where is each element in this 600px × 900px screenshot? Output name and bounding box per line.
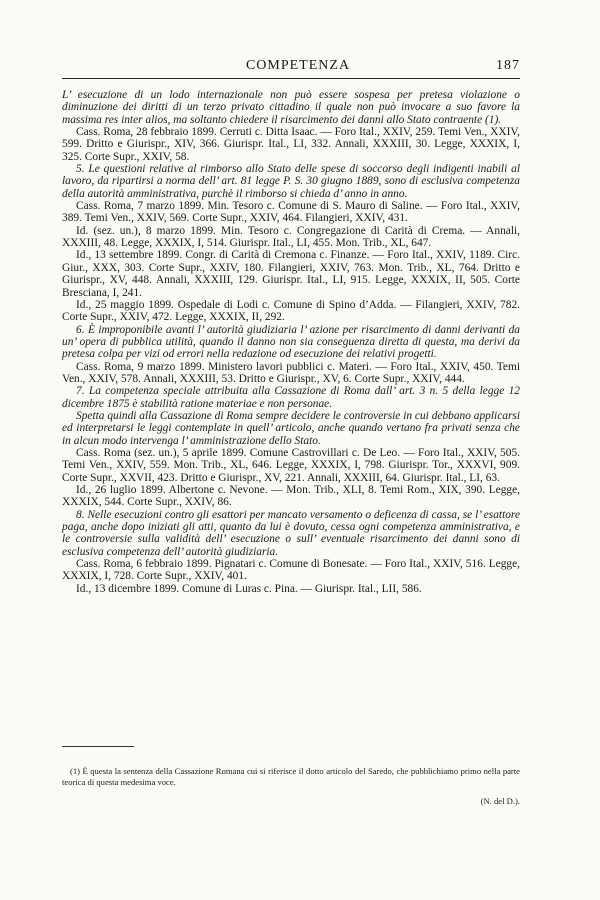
page-number: 187 [496,58,520,73]
paragraph-7: 7. La competenza speciale attribuita alla Cassazione di Roma dall’ art. 3 n. 5 della legge 12 dicembre 1875 è stabilità ratione materiae e non personae. [62,385,520,410]
paragraph-8: 8. Nelle esecuzioni contro gli esattori per mancato versamento o deficenza di cassa, se l’ esattore paga, anche dopo iniziati gli atti, quanto da lui è dovuto, cessa ogni competenza amministrativa, e le controversie sulla validità dell’ esecuzione o sull’ eventuale risarcimento dei danni sono di esclusiva competenza dell’ autorità giudiziaria. [62,508,520,558]
citation-9: Cass. Roma, 6 febbraio 1899. Pignatari c. Comune di Bonesate. — Foro Ital., XXIV, 516. Legge, XXXIX, I, 728. Corte Supr., XXIV, 401. [62,558,520,583]
citation-4: Id., 13 settembre 1899. Congr. di Carità di Cremona c. Finanze. — Foro Ital., XXIV, 1189. Circ. Giur., XXX, 303. Corte Supr., XXIV, 180. Filangieri, XXIV, 763. Mon. Trib., XL, 764. Dritto e Giurispr., XV, 448. Annali, XXXIII, 129. Giurispr. Ital., LI, 915. Legge, XXXIX, II, 505. Corte Bresciana, I, 241. [62,249,520,299]
paragraph-5: 5. Le questioni relative al rimborso allo Stato delle spese di soccorso degli indigenti inabili al lavoro, da ripartirsi a norma dell’ art. 81 legge P. S. 30 giugno 1889, sono di esclusiva competenza della autorità amministrativa, purchè il rimborso si chieda d’ anno in anno. [62,163,520,200]
citation-2: Cass. Roma, 7 marzo 1899. Min. Tesoro c. Comune di S. Mauro di Saline. — Foro Ital., XXIV, 389. Temi Ven., XXIV, 569. Corte Supr., XXIV, 464. Filangieri, XXIV, 431. [62,200,520,225]
paragraph-7-cont: Spetta quindi alla Cassazione di Roma sempre decidere le controversie in cui debbano applicarsi ed interpretarsi le leggi contemplate in quell’ articolo, anche quando vertano fra privati senza che in alcun modo intervenga l’ amministrazione dello Stato. [62,409,520,447]
footnote-text: (1) È questa la sentenza della Cassazione Romana cui si riferisce il dotto articolo del Saredo, che pubblichiamo primo nella parte teorica di questa medesima voce. [62,766,520,787]
footnote-rule [62,746,134,747]
footnote [62,766,520,788]
citation-8: Id., 26 luglio 1899. Albertone c. Nevone. — Mon. Trib., XLI, 8. Temi Rom., XIX, 390. Legge, XXXIX, 544. Corte Supr., XXIV, 86. [62,484,520,509]
citation-3: Id. (sez. un.), 8 marzo 1899. Min. Tesoro c. Congregazione di Carità di Crema. — Annali, XXXIII, 48. Legge, XXXIX, I, 514. Giurispr. Ital., LI, 455. Mon. Trib., XL, 647. [62,224,520,250]
citation-5: Id., 25 maggio 1899. Ospedale di Lodi c. Comune di Spino d’Adda. — Filangieri, XXIV, 782. Corte Supr., XXIV, 472. Legge, XXXIX, II, 292. [62,298,520,324]
header-title: COMPETENZA [245,58,351,73]
citation-10: Id., 13 dicembre 1899. Comune di Luras c. Pina. — Giurispr. Ital., LII, 586. [76,582,422,595]
paragraph-1: L’ esecuzione di un lodo internazionale non può essere sospesa per pretesa violazione o diminuzione dei diritti di un terzo privato cittadino il quale non può invocare a suo favore la massima res inter alios, ma soltanto chiedere il risarcimento dei danni allo Stato contraente (1). [62,89,520,126]
paragraph-6: 6. È improponibile avanti l’ autorità giudiziaria l’ azione per risarcimento di danni derivanti da un’ opera di pubblica utilità, quando il danno non sia conseguenza diretta di questa, ma derivi da pretesa colpa per vizi od errori nella redazione od esecuzione dei relativi progetti. [62,323,520,361]
editor-signature: (N. del D.). [480,796,520,806]
main-text [62,89,520,595]
running-header [62,58,520,74]
citation-7: Cass. Roma (sez. un.), 5 aprile 1899. Comune Castrovillari c. De Leo. — Foro Ital., XXIV, 505. Temi Ven., XXIV, 559. Mon. Trib., XL, 646. Legge, XXXIX, I, 798. Giurispr. Tor., XXXVI, 909. Corte Supr., XXVII, 423. Dritto e Giurispr., XV, 221. Annali, XXXIII, 64. Giurispr. Ital., LI, 63. [62,446,520,484]
header-rule [62,78,520,79]
citation-1: Cass. Roma, 28 febbraio 1899. Cerruti c. Ditta Isaac. — Foro Ital., XXIV, 259. Temi Ven., XXIV, 599. Dritto e Giurispr., XIV, 366. Giurispr. Ital., LI, 332. Annali, XXXIII, 30. Legge, XXXIX, I, 325. Corte Supr., XXIV, 58. [62,126,520,163]
citation-6: Cass. Roma, 9 marzo 1899. Ministero lavori pubblici c. Materi. — Foro Ital., XXIV, 450. Temi Ven., XXIV, 578. Annali, XXXIII, 53. Dritto e Giurispr., XV, 6. Corte Supr., XXIV, 444. [62,360,520,385]
